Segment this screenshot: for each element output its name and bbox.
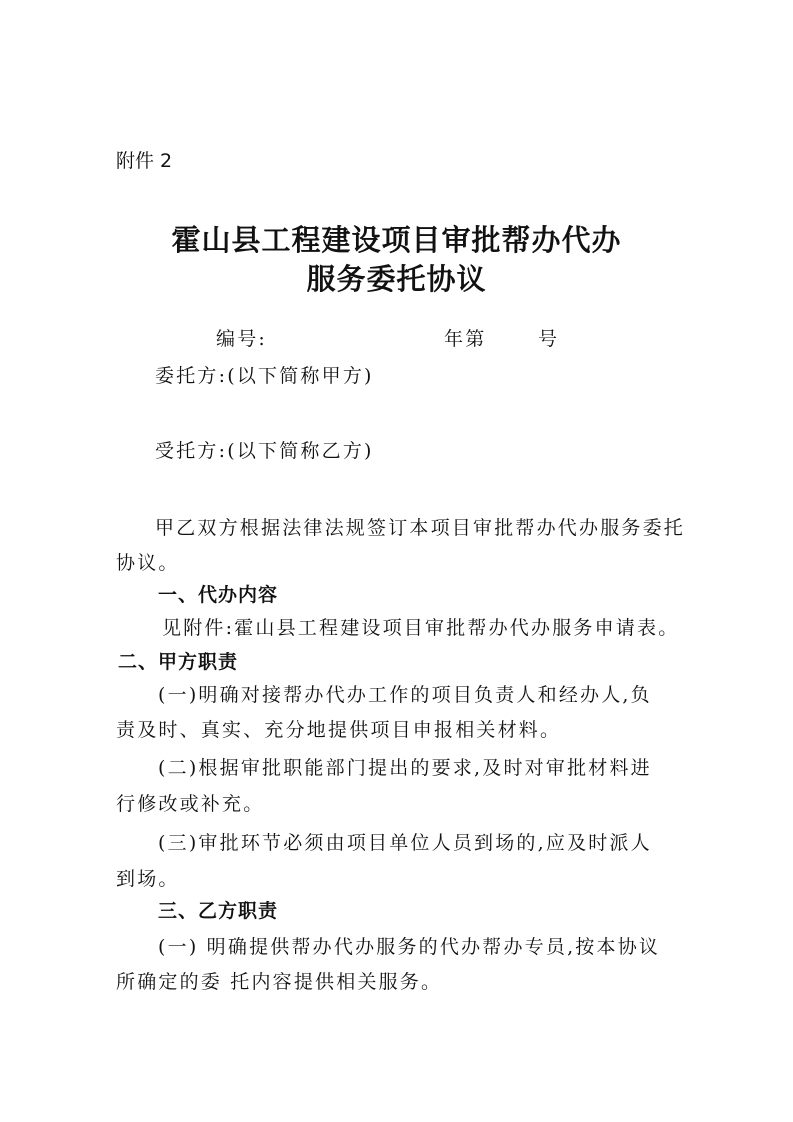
section-2-item-1-line-2: 责及时、真实、充分地提供项目申报相关材料。: [116, 719, 562, 741]
number-suffix-label: 号: [538, 328, 560, 350]
section-1-heading: 一、代办内容: [158, 584, 279, 606]
attachment-label: 附件 2: [116, 150, 173, 172]
document-title-line-2: 服务委托协议: [306, 262, 487, 296]
number-label: 编号:: [216, 328, 268, 350]
section-2-item-2-line-2: 行修改或补充。: [116, 793, 265, 815]
intro-paragraph-line-1: 甲乙双方根据法律法规签订本项目审批帮办代办服务委托: [155, 517, 686, 539]
document-title-line-1: 霍山县工程建设项目审批帮办代办: [171, 223, 622, 257]
section-2-heading: 二、甲方职责: [118, 651, 239, 673]
section-2-item-1-line-1: (一)明确对接帮办代办工作的项目负责人和经办人,负: [158, 684, 652, 706]
section-1-text: 见附件:霍山县工程建设项目审批帮办代办服务申请表。: [162, 617, 680, 639]
section-3-heading: 三、乙方职责: [158, 900, 279, 922]
client-line: 委托方:(以下简称甲方): [155, 365, 374, 387]
section-2-item-3-line-1: (三)审批环节必须由项目单位人员到场的,应及时派人: [158, 832, 652, 854]
intro-paragraph-line-2: 协议。: [116, 552, 180, 574]
section-2-item-3-line-2: 到场。: [116, 868, 180, 890]
number-year-label: 年第: [444, 328, 487, 350]
section-3-item-1-line-2: 所确定的委 托内容提供相关服务。: [116, 971, 443, 993]
agent-line: 受托方:(以下简称乙方): [155, 440, 374, 462]
section-2-item-2-line-1: (二)根据审批职能部门提出的要求,及时对审批材料进: [158, 757, 652, 779]
section-3-item-1-line-1: (一) 明确提供帮办代办服务的代办帮办专员,按本协议: [158, 936, 661, 958]
